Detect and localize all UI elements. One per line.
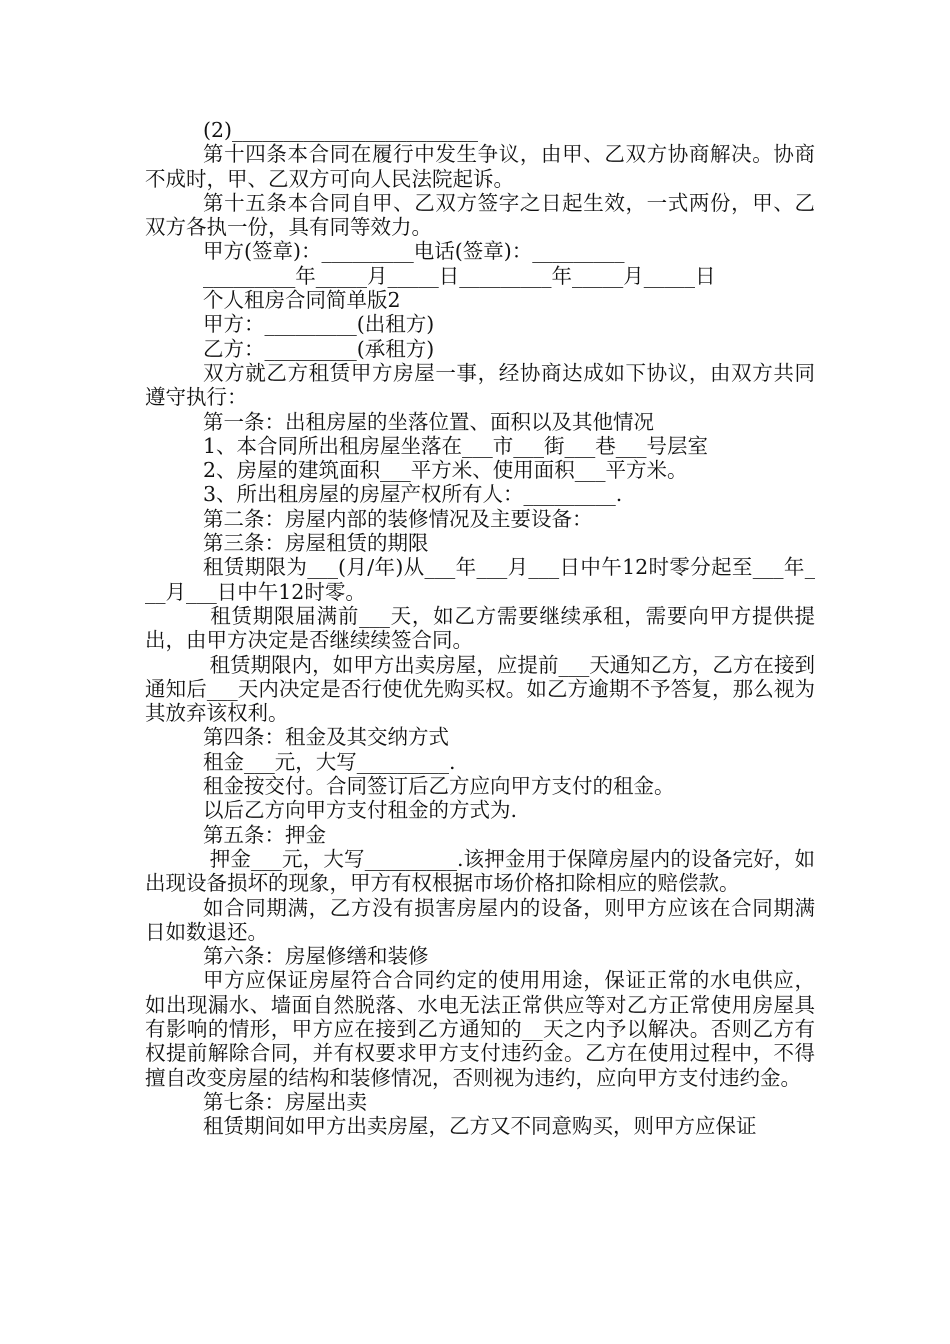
article-4-heading: 第四条：租金及其交纳方式 — [203, 725, 449, 750]
article-7-body: 租赁期间如甲方出卖房屋，乙方又不同意购买，则甲方应保证 — [203, 1114, 757, 1139]
article-1-item-1: 1、本合同所出租房屋坐落在___市___街___巷___号层室 — [203, 433, 709, 458]
preamble-paragraph: 双方就乙方租赁甲方房屋一事，经协商达成如下协议，由双方共同遵守执行： — [145, 360, 815, 410]
article-2-heading: 第二条：房屋内部的装修情况及主要设备： — [203, 506, 593, 531]
paragraph-item-2-blank: (2)________________________ — [203, 118, 479, 142]
article-3-renewal: 租赁期限届满前___天，如乙方需要继续承租，需要向甲方提供提出，由甲方决定是否继续续签合同。 — [145, 603, 815, 653]
article-4-rent-amount: 租金___元，大写_________. — [203, 749, 456, 774]
article-6-heading: 第六条：房屋修缮和装修 — [203, 944, 429, 969]
article-1-item-2: 2、房屋的建筑面积___平方米、使用面积___平方米。 — [203, 458, 688, 483]
article-3-term: 租赁期限为___(月/年)从___年___月___日中午12时零分起至___年___月___日中午12时零。 — [145, 555, 815, 604]
document-body — [145, 118, 815, 1138]
party-a-line: 甲方：_________(出租方) — [203, 312, 435, 337]
article-3-preemption: 租赁期限内，如甲方出卖房屋，应提前___天通知乙方，乙方在接到通知后___天内决定是否行使优先购买权。如乙方逾期不予答复，那么视为其放弃该权利。 — [145, 652, 815, 726]
article-1-item-3: 3、所出租房屋的房屋产权所有人：_________. — [203, 482, 623, 507]
article-3-heading: 第三条：房屋租赁的期限 — [203, 531, 429, 556]
article-1-heading: 第一条：出租房屋的坐落位置、面积以及其他情况 — [203, 409, 654, 434]
article-7-heading: 第七条：房屋出卖 — [203, 1089, 367, 1114]
paragraph-article-15: 第十五条本合同自甲、乙双方签字之日起生效，一式两份，甲、乙双方各执一份，具有同等效力。 — [145, 190, 815, 240]
signature-line: 甲方(签章)：_________电话(签章)：_________ — [203, 239, 625, 264]
paragraph-article-14: 第十四条本合同在履行中发生争议，由甲、乙双方协商解决。协商不成时，甲、乙双方可向人民法院起诉。 — [145, 142, 815, 191]
date-line: _________年_____月_____日_________年_____月_____日 — [203, 263, 716, 288]
article-5-heading: 第五条：押金 — [203, 822, 326, 847]
contract-title: 个人租房合同简单版2 — [203, 288, 401, 313]
article-4-rent-payment: 租金按交付。合同签订后乙方应向甲方支付的租金。 — [203, 774, 675, 799]
article-5-refund: 如合同期满，乙方没有损害房屋内的设备，则甲方应该在合同期满日如数退还。 — [145, 895, 815, 944]
article-4-rent-method: 以后乙方向甲方支付租金的方式为. — [203, 798, 518, 823]
party-b-line: 乙方：_________(承租方) — [203, 336, 435, 361]
article-6-body: 甲方应保证房屋符合合同约定的使用用途，保证正常的水电供应，如出现漏水、墙面自然脱落、水电无法正常供应等对乙方正常使用房屋具有影响的情形，甲方应在接到乙方通知的__天之内予以解决。否则乙方有权提前解除合同，并有权要求甲方支付违约金。乙方在使用过程中，不得擅自改变房屋的结构和装修情况，否则视为违约，应向甲方支付违约金。 — [145, 968, 815, 1090]
article-5-deposit: 押金___元，大写_________.该押金用于保障房屋内的设备完好，如出现设备损坏的现象，甲方有权根据市场价格扣除相应的赔偿款。 — [145, 846, 815, 896]
